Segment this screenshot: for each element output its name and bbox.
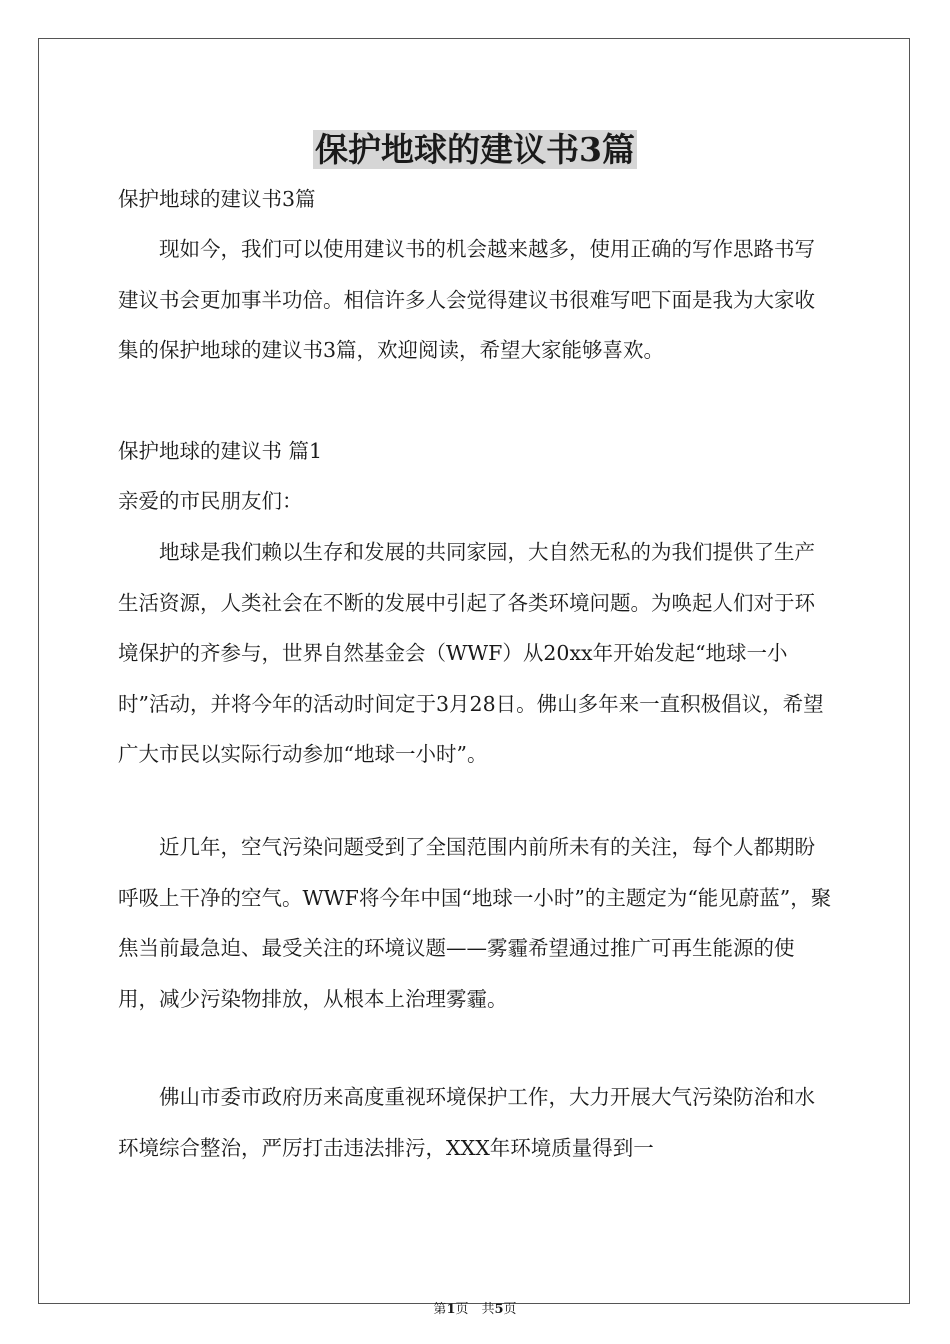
body-paragraph-government: 佛山市委市政府历来高度重视环境保护工作，大力开展大气污染防治和水环境综合整治，严厉打击违法排污，XXX年环境质量得到一: [118, 1085, 815, 1160]
body-paragraph-air-pollution: 近几年，空气污染问题受到了全国范围内前所未有的关注，每个人都期盼呼吸上干净的空气。WWF将今年中国“地球一小时”的主题定为“能见蔚蓝”，聚焦当前最急迫、最受关注的环境议题——雾霾希望通过推广可再生能源的使用，减少污染物排放，从根本上治理雾霾。: [118, 835, 832, 1011]
total-pages-number: 5: [494, 1302, 504, 1317]
current-page-number: 1: [446, 1302, 456, 1317]
document-subtitle: 保护地球的建议书3篇: [118, 187, 316, 211]
intro-paragraph: 现如今，我们可以使用建议书的机会越来越多，使用正确的写作思路书写建议书会更加事半功倍。相信许多人会觉得建议书很难写吧下面是我为大家收集的保护地球的建议书3篇，欢迎阅读，希望大家能够喜欢。: [118, 237, 815, 362]
page-footer: 第1页 共5页: [433, 1302, 517, 1317]
body-paragraph-earth-hour: 地球是我们赖以生存和发展的共同家园，大自然无私的为我们提供了生产生活资源，人类社会在不断的发展中引起了各类环境问题。为唤起人们对于环境保护的齐参与，世界自然基金会（WWF）从20xx年开始发起“地球一小时”活动，并将今年的活动时间定于3月28日。佛山多年来一直积极倡议，希望广大市民以实际行动参加“地球一小时”。: [118, 540, 824, 766]
document-title: 保护地球的建议书3篇: [315, 130, 635, 169]
salutation: 亲爱的市民朋友们：: [118, 489, 303, 513]
section-heading: 保护地球的建议书 篇1: [118, 439, 323, 463]
